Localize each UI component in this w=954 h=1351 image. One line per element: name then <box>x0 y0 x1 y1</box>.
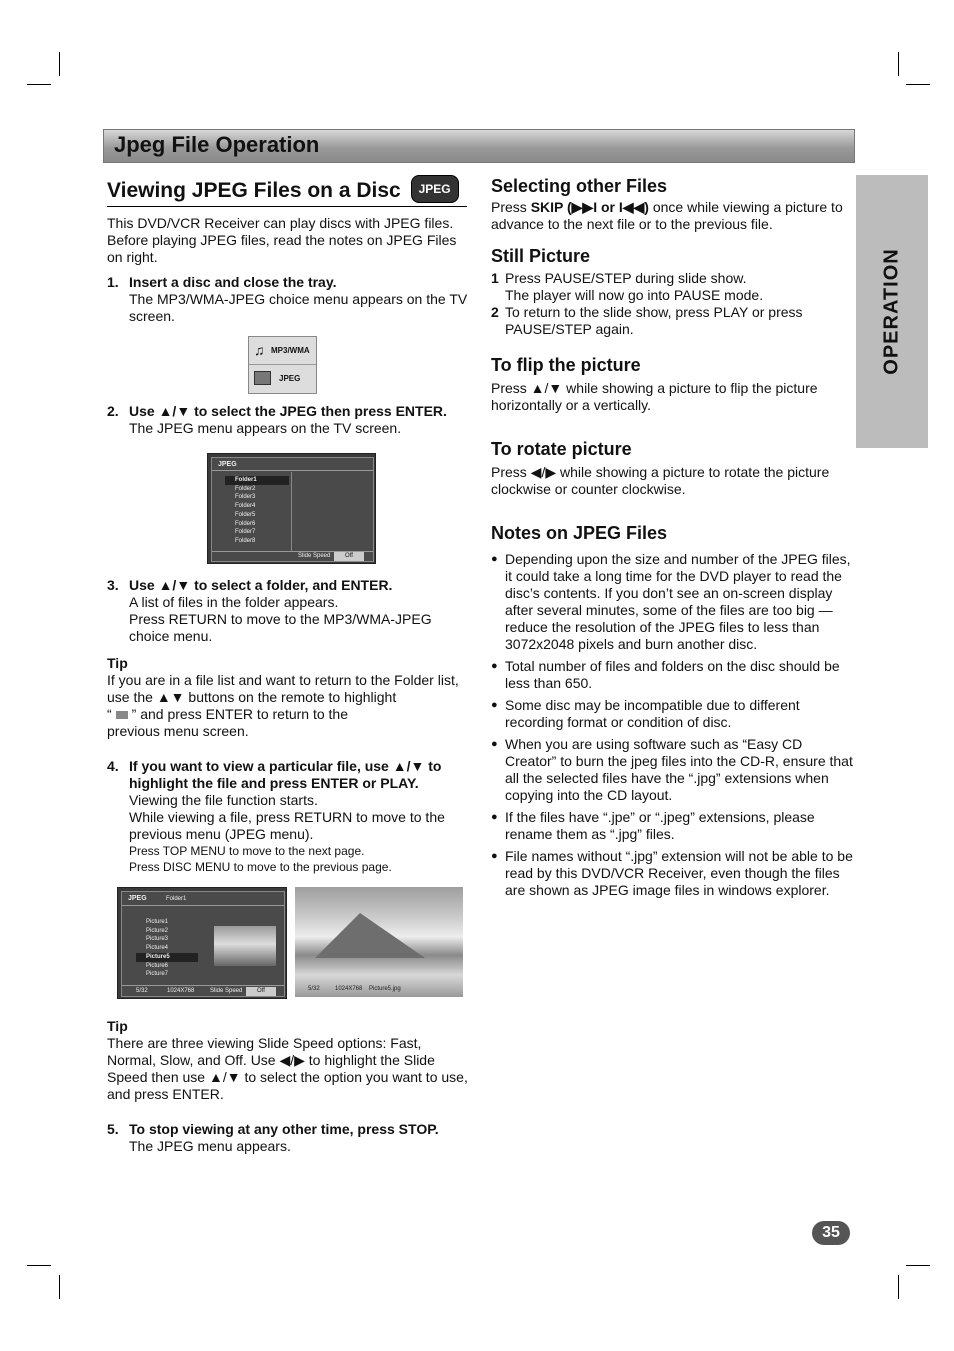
left-column-4 <box>107 1018 469 1155</box>
crop-mark <box>59 1275 60 1299</box>
note-item: ● Some disc may be incompatible due to different recording format or condition of disc. <box>491 697 853 731</box>
left-column-3 <box>107 577 469 875</box>
tip-1: Tip If you are in a file list and want to return to the Folder list, use the ▲▼ buttons on the remote to highlight “ ” and press ENTER to return to the previous menu screen. <box>107 655 459 739</box>
picture-item[interactable]: Picture2 <box>146 927 169 934</box>
section-banner <box>103 129 855 163</box>
notes-list <box>491 551 853 899</box>
side-tab <box>856 175 928 448</box>
tip-2: Tip There are three viewing Slide Speed options: Fast, Normal, Slow, and Off. Use ◀/▶ to highlight the Slide Speed then use ▲/▼ to select the option you want to use, and press ENTER. <box>107 1018 468 1102</box>
heading-rule <box>107 206 467 207</box>
picture-item[interactable]: Picture7 <box>146 971 169 978</box>
selecting-text: Press SKIP (▶▶I or I◀◀) once while viewing a picture to advance to the next file or to the previous file. <box>491 199 843 232</box>
still-heading: Still Picture <box>491 246 591 266</box>
page-number: 35 <box>812 1221 850 1245</box>
step-2: 2. Use ▲/▼ to select the JPEG then press ENTER. The JPEG menu appears on the TV screen. <box>107 403 447 436</box>
picture-item[interactable]: Picture4 <box>146 945 169 952</box>
picture-item[interactable]: Picture6 <box>146 962 169 969</box>
folder-item[interactable]: Folder7 <box>235 529 256 536</box>
jpeg-badge: JPEG <box>411 175 459 203</box>
folder-item[interactable]: Folder4 <box>235 503 256 510</box>
note-item: ● Depending upon the size and number of the JPEG files, it could take a long time for the DVD player to read the disc’s contents. If you don’t see an on-screen display after several minutes, some of the files are too big — reduce the resolution of the JPEG files to less than 3072x2048 pixels and burn another disc. <box>491 551 853 653</box>
rotate-text: Press ◀/▶ while showing a picture to rotate the picture clockwise or counter clockwise. <box>491 464 830 497</box>
left-column <box>107 175 469 325</box>
intro-text: This DVD/VCR Receiver can play discs with JPEG files. Before playing JPEG files, read the notes on JPEG Files on right. <box>107 215 457 265</box>
picture-item[interactable]: Picture5 <box>136 953 198 962</box>
section-heading <box>107 175 469 203</box>
photo-preview: 5/32 1024X768 Picture5.jpg <box>295 887 463 997</box>
crop-mark <box>898 1275 899 1299</box>
step-5: 5. To stop viewing at any other time, press STOP. The JPEG menu appears. <box>107 1121 439 1154</box>
selecting-heading: Selecting other Files <box>491 176 668 196</box>
note-item: ● When you are using software such as “Easy CD Creator” to burn the jpeg files into the CD-R, ensure that all the selected files have the “.jpg” extensions when copying into the CD layout. <box>491 736 853 804</box>
crop-mark <box>27 84 51 85</box>
crop-mark <box>906 84 930 85</box>
note-item: ● If the files have “.jpe” or “.jpeg” extensions, please rename them as “.jpg” files. <box>491 809 853 843</box>
notes-heading: Notes on JPEG Files <box>491 523 668 543</box>
flip-heading: To flip the picture <box>491 355 641 375</box>
folder-item[interactable]: Folder3 <box>235 494 256 501</box>
choice-menu <box>248 336 317 394</box>
crop-mark <box>906 1265 930 1266</box>
music-note-icon: ♫ <box>254 342 265 358</box>
folder-list <box>225 476 289 546</box>
preview-thumbnail <box>214 926 276 966</box>
mountain-shape <box>315 913 425 958</box>
step-4: 4. If you want to view a particular file, use ▲/▼ to highlight the file and press ENTER or PLAY. Viewing the file function starts. While viewing a file, press RETURN to move to the previous menu (JPEG menu). Press TOP MENU to move to the next page. Press DISC MENU to move to the previous page. <box>107 758 445 874</box>
folder-item[interactable]: Folder6 <box>235 520 256 527</box>
note-item: ● Total number of files and folders on the disc should be less than 650. <box>491 658 853 692</box>
step-3: 3. Use ▲/▼ to select a folder, and ENTER. A list of files in the folder appears. Press RETURN to move to the MP3/WMA-JPEG choice menu. <box>107 577 432 644</box>
picture-item[interactable]: Picture3 <box>146 936 169 943</box>
folder-item[interactable]: Folder8 <box>235 537 256 544</box>
picture-list <box>136 918 198 979</box>
choice-item-mp3: ♫ MP3/WMA <box>249 337 316 365</box>
jpeg-file-menu: JPEG Folder1 Picture1 Picture2 Picture3 Picture4 Picture5 Picture6 Picture7 5/32 1024X768 Slide Speed Off <box>117 887 287 999</box>
note-item: ● File names without “.jpg” extension will not be able to be read by this DVD/VCR Receiver, even though the files are shown as JPEG image files in windows explorer. <box>491 848 853 899</box>
step-title: Insert a disc and close the tray. <box>129 274 337 290</box>
side-tab-label: OPERATION <box>880 248 903 375</box>
picture-item[interactable]: Picture1 <box>146 919 169 925</box>
heading-text: Viewing JPEG Files on a Disc <box>107 179 401 202</box>
left-column-2 <box>107 403 469 437</box>
step-1 <box>107 274 469 325</box>
picture-icon <box>254 371 271 385</box>
folder-item[interactable]: Folder2 <box>235 485 256 492</box>
crop-mark <box>27 1265 51 1266</box>
still-item-2: 2 To return to the slide show, press PLAY or press PAUSE/STEP again. <box>491 304 803 337</box>
flip-text: Press ▲/▼ while showing a picture to flip the picture horizontally or a vertically. <box>491 380 818 413</box>
page-title: Jpeg File Operation <box>114 132 320 157</box>
jpeg-folder-menu: JPEG Folder1 Folder2 Folder3 Folder4 Folder5 Folder6 Folder7 Folder8 Slide Speed Off <box>207 453 376 564</box>
folder-item[interactable]: Folder5 <box>235 511 256 518</box>
crop-mark <box>59 52 60 76</box>
crop-mark <box>898 52 899 76</box>
right-column <box>491 175 853 904</box>
folder-item[interactable]: Folder1 <box>225 476 289 485</box>
choice-item-jpeg: JPEG <box>249 365 316 392</box>
step-text: The MP3/WMA-JPEG choice menu appears on the TV screen. <box>129 291 468 324</box>
folder-up-icon <box>116 711 128 719</box>
rotate-heading: To rotate picture <box>491 439 632 459</box>
still-item-1: 1 Press PAUSE/STEP during slide show. The player will now go into PAUSE mode. <box>491 270 764 303</box>
step-number: 1. <box>107 274 119 290</box>
